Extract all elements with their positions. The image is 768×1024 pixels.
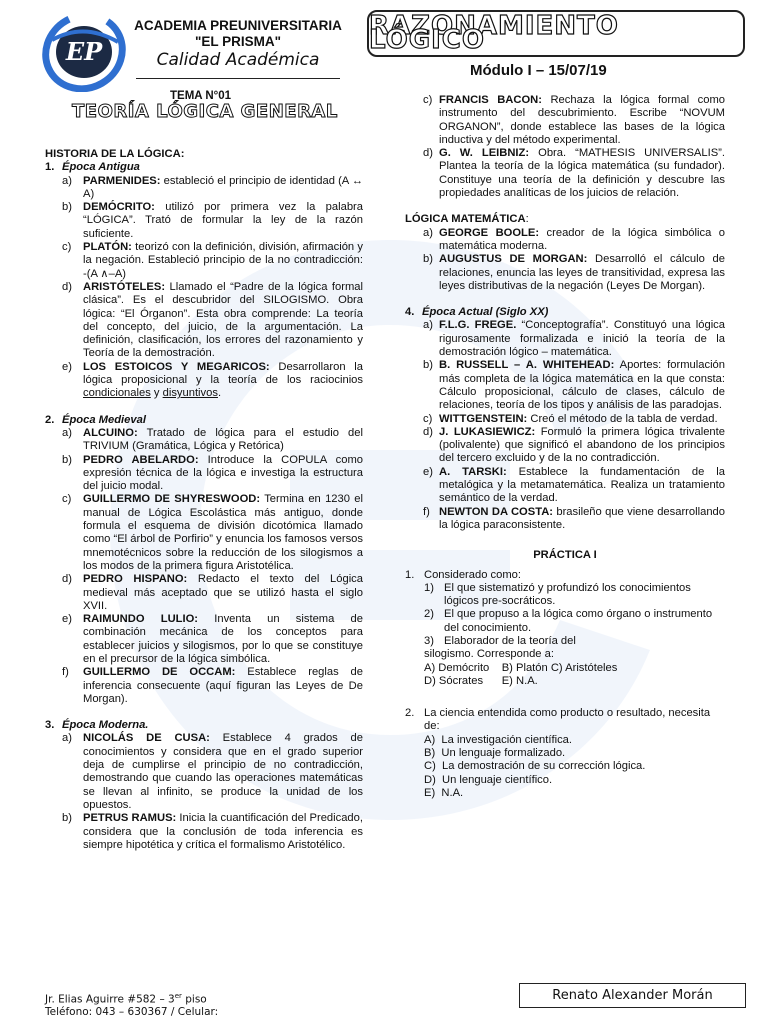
footer-address: Jr. Elias Aguirre #582 – 3er piso (45, 992, 207, 1006)
era-heading: 3. Época Moderna. (45, 719, 149, 732)
academy-tagline: Calidad Académica (156, 50, 320, 70)
era-4-list (405, 319, 725, 532)
answer-option: D) Un lenguaje científico. (424, 773, 553, 786)
era-heading: 1. Época Antigua (45, 161, 140, 174)
list-item: b) B. RUSSELL – A. WHITEHEAD: Aportes: formulación más completa de la lógica matemática en la que consta: Cálculo proposicional, cálculo de clases, cálculo de relaciones, teoría de los tipos y análisis de las paradojas. (423, 359, 726, 412)
era-heading: 2. Época Medieval (45, 413, 146, 426)
list-item: a) ALCUINO: Tratado de lógica para el estudio del TRIVIUM (Gramática, Lógica y Retórica) (62, 426, 363, 453)
academy-line-2: "EL PRISMA" (194, 34, 282, 49)
logo-monogram: EP (65, 37, 103, 66)
era-heading: 4. Época Actual (Siglo XX) (405, 306, 549, 319)
author-box (519, 983, 746, 1008)
list-item: d) ARISTÓTELES: Llamado el “Padre de la lógica formal clásica”. Es el descubridor del SILOGISMO. Obra lógica: “El Órganon”. Esta obra comprende: La teoría del concepto, del juicio, de la argumentación. La definición, clasificación, los errores del razonamiento y Teoría de la demostración. (62, 280, 363, 360)
list-item: f) NEWTON DA COSTA: brasileño que viene desarrollando la lógica paraconsistente. (423, 505, 725, 531)
answer-option: A) La investigación científica. (424, 733, 572, 746)
list-item: c) GUILLERMO DE SHYRESWOOD: Termina en 1230 el manual de Lógica Escolástica más antiguo, donde formula el esquema de división dicotómica llamado como “El árbol de Porfirio” y enuncia los famosos versos mnemotécnicos sobre la reducción de los silogismos a los modos de la primera figura Aristotélica. (62, 493, 364, 572)
logica-matematica-title: LÓGICA MATEMÁTICA: (405, 213, 529, 226)
list-item: b) AUGUSTUS DE MORGAN: Desarrolló el cálculo de relaciones, enuncia las leyes de transitividad, expresa las leyes distributivas de la negación (Leyes De Morgan). (423, 253, 725, 292)
era-1-list (45, 175, 363, 401)
question-1-statement: 2) El que propuso a la lógica como órgano o instrumento del conocimiento. (424, 608, 713, 634)
list-item: d) PEDRO HISPANO: Redacto el texto del Lógica medieval más aceptado que se utilizó hasta el siglo XVII. (62, 573, 363, 612)
list-item: c) PLATÓN: teorizó con la definición, división, afirmación y la negación. Estableció principio de la no contradicción: -(A ∧–A) (62, 241, 363, 280)
module-date: Módulo I – 15/07/19 (470, 62, 607, 79)
question-1-statement: 3) Elaborador de la teoría del (424, 634, 576, 647)
answer-option: E) N.A. (424, 786, 464, 799)
list-item: a) NICOLÁS DE CUSA: Establece 4 grados de conocimientos y considera que en el grado superior deja de cumplirse el principio de no contradicción, demostrando que cuando las operaciones matemáticas se llevan al infinito, se produce la unidad de los opuestos. (62, 732, 363, 811)
list-item: d) G. W. LEIBNIZ: Obra. “MATHESIS UNIVERSALIS”. Plantea la teoría de la lógica matemática (su fundador). Constituye una teoría de la definición y descubre las propiedades analíticas de los juicios de relación. (423, 147, 725, 200)
list-item: c) FRANCIS BACON: Rechaza la lógica formal como instrumento del descubrimiento. Escribe “NOVUM ORGANON”, donde establece las bases de la lógica inductiva y del método experimental. (423, 94, 725, 146)
list-item: a) F.L.G. FREGE. “Conceptografía”. Constituyó una lógica rigurosamente formalizada e inició la teoría de la demostración lógico – matemática. (423, 319, 725, 359)
list-item: b) PETRUS RAMUS: Inicia la cuantificación del Predicado, considera que la conclusión de toda inferencia es siempre hipotética y crítica el formalismo Aristotélico. (62, 812, 363, 851)
list-item: e) A. TARSKI: Establece la fundamentación de la metalógica y la metamatemática. Realiza un tratamiento semántico de la verdad. (423, 465, 725, 505)
header-divider (136, 78, 340, 79)
logica-matematica-list (405, 227, 725, 293)
list-item: e) LOS ESTOICOS Y MEGARICOS: Desarrollaron la lógica proposicional y la teoría de los raciocinios condicionales y disyuntivos. (62, 360, 363, 400)
academy-line-1: ACADEMIA PREUNIVERSITARIA (134, 18, 342, 33)
list-item: f) GUILLERMO DE OCCAM: Establece reglas de inferencia consecuente (aquí figuran las Leyes de De Morgan). (62, 666, 363, 705)
list-item: a) PARMENIDES: estableció el principio de identidad (A ↔ A) (62, 174, 363, 200)
list-item: e) RAIMUNDO LULIO: Inventa un sistema de combinación mecánica de los conceptos para establecer juicios y silogismos, por lo que se constituye en el precursor de la lógica simbólica. (62, 613, 363, 665)
question-2: 2. La ciencia entendida como producto o resultado, necesita de: A) La investigación científica. B) Un lenguaje formalizado. C) La demostración de su corrección lógica. D) Un lenguaje científico. E) N.A. (405, 707, 725, 800)
course-title: RAZONAMIENTO LÓGICO (369, 11, 619, 55)
answer-option: B) Un lenguaje formalizado. (424, 747, 566, 760)
era-3-list-part-1 (45, 732, 363, 852)
question-1-statement: 1) El que sistematizó y profundizó los conocimientos lógicos pre-socráticos. (424, 581, 691, 608)
list-item: d) J. LUKASIEWICZ: Formuló la primera lógica trivalente (polivalente) que significó el abandono de los principios del tercero excluido y de la no contradicción. (423, 425, 725, 465)
academy-logo (42, 12, 126, 92)
list-item: b) DEMÓCRITO: utilizó por primera vez la palabra “LÓGICA”. Trató de formular la ley de la razón suficiente. (62, 201, 363, 240)
right-column (405, 94, 725, 800)
practica-title: PRÁCTICA I (533, 549, 597, 562)
list-item: c) WITTGENSTEIN: Creó el método de la tabla de verdad. (423, 412, 718, 425)
tema-number: TEMA N°01 (170, 90, 232, 102)
era-3-list-part-2 (405, 94, 725, 200)
left-column (45, 148, 363, 852)
era-2-list (45, 427, 363, 706)
question-1-options: A) Demócrito B) Platón C) Aristóteles (424, 661, 618, 674)
footer-phone: Teléfono: 043 – 630367 / Celular: (45, 1006, 219, 1018)
author-name: Renato Alexander Morán (552, 987, 713, 1003)
answer-option: C) La demostración de su corrección lógica. (424, 760, 646, 773)
tema-title: TEORÍA LÓGICA GENERAL (72, 101, 338, 122)
course-title-box (367, 10, 745, 57)
footer-contact (45, 990, 218, 1019)
list-item: a) GEORGE BOOLE: creador de la lógica simbólica o matemática moderna. (423, 226, 725, 252)
question-1-options: D) Sócrates E) N.A. (424, 674, 538, 687)
history-title: HISTORIA DE LA LÓGICA: (45, 148, 185, 160)
academy-name-block (128, 18, 348, 71)
question-1: 1. Considerado como: 1) El que sistematizó y profundizó los conocimientos lógicos pre-socráticos. 2) El que propuso a la lógica como órgano o instrumento del conocimiento. 3) Elaborador de la teoría del silogismo. Corresponde a: A) Demócrito B) Platón C) Aristóteles D) Sócrates E) N.A. (405, 569, 725, 689)
list-item: b) PEDRO ABELARDO: Introduce la COPULA como expresión técnica de la lógica e investiga la estructura del juicio modal. (62, 453, 363, 493)
